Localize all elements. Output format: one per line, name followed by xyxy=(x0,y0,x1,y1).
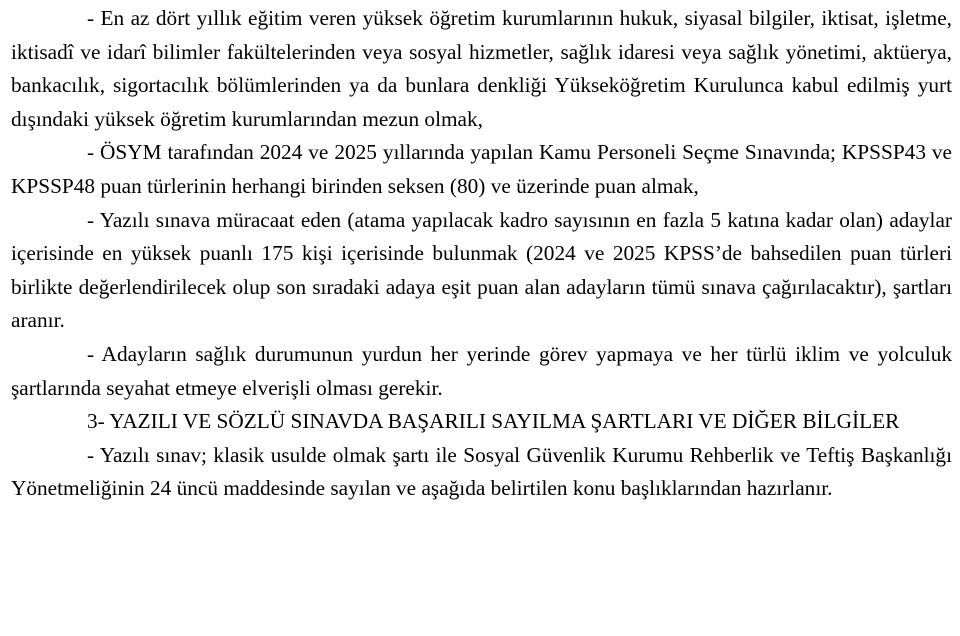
requirement-kpss-score: - ÖSYM tarafından 2024 ve 2025 yıllarında yapılan Kamu Personeli Seçme Sınavında; KPSSP43 ve KPSSP48 puan türlerinin herhangi birinden seksen (80) ve üzerinde puan almak, xyxy=(11,140,952,198)
written-exam-paragraph: - Yazılı sınav; klasik usulde olmak şartı ile Sosyal Güvenlik Kurumu Rehberlik ve Teftiş Başkanlığı Yönetmeliğinin 24 üncü maddesinde sayılan ve aşağıda belirtilen konu başlıklarından hazırlanır. xyxy=(11,442,952,501)
requirement-ranking: - Yazılı sınava müracaat eden (atama yapılacak kadro sayısının en fazla 5 katına kadar olan) adaylar içerisinde en yüksek puanlı 175 kişi içerisinde bulunmak (2024 ve 2025 KPSS’de bahsedilen puan türleri birlikte değerlendirilecek olup son sıradaki adaya eşit puan alan adayların tümü sınava çağırılacaktır), şartları aranır. xyxy=(11,207,952,333)
requirement-education: - En az dört yıllık eğitim veren yüksek öğretim kurumlarının hukuk, siyasal bilgiler, iktisat, işletme, iktisadî ve idarî bilimler fakültelerinden veya sosyal hizmetler, sağlık idaresi veya sağlık yönetimi, aktüerya, bankacılık, sigortacılık bölümlerinden ya da bunlara denkliği Yükseköğretim Kurulunca kabul edilmiş yurt dışındaki yüksek öğretim kurumlarından mezun olmak, xyxy=(11,6,952,131)
section-heading: 3- YAZILI VE SÖZLÜ SINAVDA BAŞARILI SAYILMA ŞARTLARI VE DİĞER BİLGİLER xyxy=(87,409,900,434)
requirement-health: - Adayların sağlık durumunun yurdun her yerinde görev yapmaya ve her türlü iklim ve yolculuk şartlarında seyahat etmeye elverişli olması gerekir. xyxy=(11,341,952,400)
